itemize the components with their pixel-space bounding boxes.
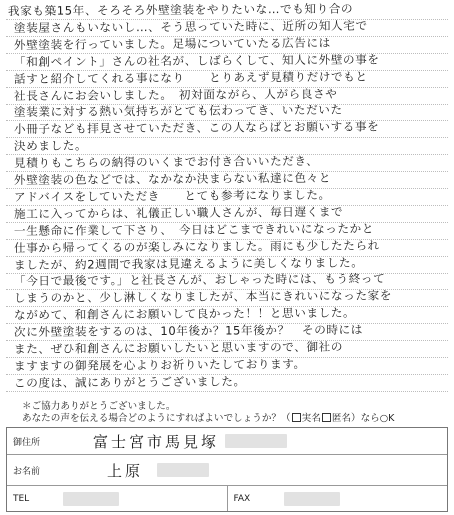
letter-line: 塗装業に対する熱い気持ちがとても伝わってき、いただいた [13,103,343,120]
name-label: お名前 [13,466,41,477]
letter-line: 一生懸命に作業して下さり、 今日はどこまできれいになったかと [13,221,375,238]
letter-line: 塗装屋さんもいないし…、そう思っていた時に、近所の知人宅で [13,18,368,35]
letter-line: ますますの御発展を心よりお祈りいたしております。 [13,356,306,373]
redacted-address [225,434,287,448]
consent-suffix: ）なら○K [351,413,395,424]
address-row [7,428,447,455]
address-label: 御住所 [13,437,41,448]
fax-label: FAX [233,493,251,504]
fax-cell [228,486,448,511]
thanks-text: ＊ご協力ありがとうございました。 [22,401,176,412]
letter-line: ながめて、和創さんにお願いして良かった！！と思いました。 [13,305,356,323]
name-value: 上原 [107,461,144,480]
real-name-label: 実名 [301,413,321,424]
letter-line: 決めました。 [13,138,88,154]
consent-question: あなたの声を伝える場合どのようにすればよいでしょうか？（ [22,413,291,424]
real-name-checkbox[interactable] [292,413,301,422]
redacted-tel [63,492,119,506]
redacted-name [157,463,209,477]
tel-cell [7,486,228,511]
letter-line: 次に外壁塗装をするのは、10年後か？15年後か？ その時には [13,322,363,340]
anonymous-label: 匿名 [331,413,351,424]
letter-line: 話すと紹介してくれる事になり とりあえず見積りだけでもと [13,69,368,86]
letter-line: 見積りもこちらの納得のいくまでお付き合いいただき、 [13,153,319,171]
phone-row [7,486,447,511]
tel-label: TEL [13,493,30,504]
feedback-notice [22,401,394,425]
letter-line: 社長さんにお会いしました。 初対面ながら、人がら良さや [13,86,338,103]
anonymous-checkbox[interactable] [322,413,331,422]
name-row [7,455,447,486]
letter-line: 仕事から帰ってくるのが楽しみになりました。雨にも少したたられ [13,238,380,255]
redacted-fax [284,492,340,506]
letter-line: 我家も築15年、そろそろ外壁塗装をやりたいな…でも知り合の [7,1,354,18]
letter-line: ましたが、約2週間で我家は見違えるように美しくなりました。 [13,255,364,272]
letter-line: この度は、誠にありがとうございました。 [13,374,246,390]
letter-line: 「和創ペイント」さんの社名が、しばらくして、知人に外壁の事を [13,52,380,69]
letter-line: 小冊子なども拝見させていただき、この人ならばとお願いする事を [13,119,380,137]
letter-line: 外壁塗装の色などでは、なかなか決まらない私達に色々と [13,170,332,187]
address-value: 富士宮市馬見塚 [93,432,220,451]
letter-line: しまうのかと、少し淋しくなりましたが、本当にきれいになった家を [13,288,393,306]
contact-form [6,427,448,512]
letter-line: 「今日で最後です。」と社長さんが、おしゃった時には、もう終って [13,271,386,289]
letter-line: アドバイスをしていただき とても参考になりました。 [13,187,331,204]
letter-line: 外壁塗装を行っていました。足場についていたる広告には [13,35,331,52]
letter-line: また、ぜひ和創さんにお願いしたいと思いますので、御社の [13,339,344,356]
letter-line: 施工に入ってからは、礼儀正しい職人さんが、毎日遅くまで [13,204,344,221]
